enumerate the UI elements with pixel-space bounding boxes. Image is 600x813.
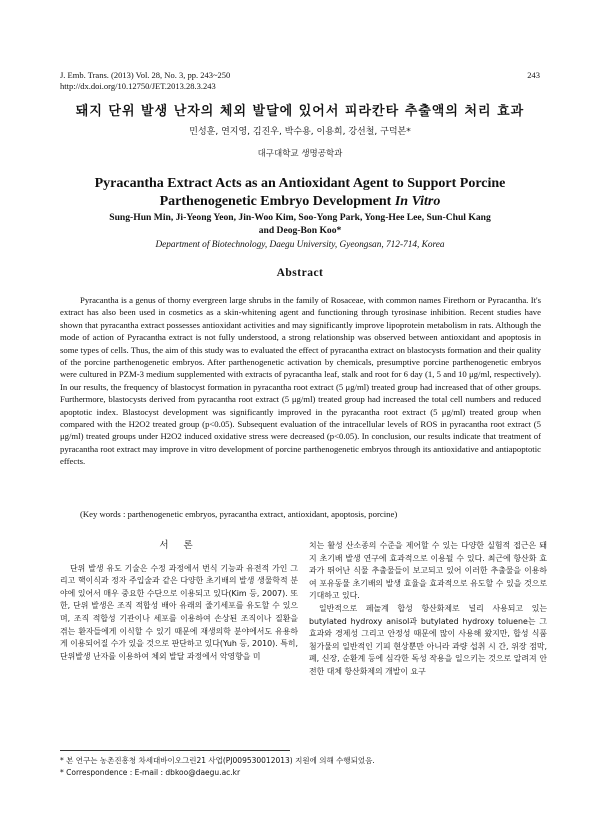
korean-authors: 민성훈, 연지영, 김진우, 박수용, 이용희, 강선철, 구덕본*	[189, 127, 411, 137]
intro-paragraph: 일반적으로 페놀계 합성 항산화제로 널리 사용되고 있는 butylated hydroxy anisol과 butylated hydroxy toluene는 그 효과와 경제성 그리고 안정성 때문에 많이 사용해 왔지만, 합성 식품 첨가물의 일반적인 기피 현상뿐만 아니라 과량 섭취 시 간, 위장 점막, 폐, 신장, 순환계 등에 심각한 독성 작용을 일으키는 것으로 알려져 안전한 대체 항산화제의 개발이 요구	[309, 603, 547, 676]
abstract-text: Pyracantha is a genus of thorny evergreen large shrubs in the family of Rosaceae, with common names Firethorn or Pyracantha. It's extract has also been used in cosmetics as a skin-whitening agent and functioning through tyrosinase inhibition. Recent studies have shown that pyracantha extract possesses antioxidant activities and may significantly improve lipoprotein metabolism in rats. Although the mode of action of Pyracantha extract is not fully understood, a strong relationship was observed between antioxidant and apoptosis in some types of cells. Thus, the aim of this study was to evaluated the effect of pyracantha extract on blastocysts formation and their quality of the porcine parthenogenetic embryos. After parthenogenetic activation by chemicals, presumptive porcine parthenogenetic embryos were cultured in PZM-3 medium supplemented with extracts of pyracantha leaf, stalk and root for 6 day (1, 5 and 10 μg/ml, respectively). In our results, the frequency of blastocyst formation in pyracantha root extract (5 μg/ml) treated group had increased that of other groups. Furthermore, blastocysts derived from pyracantha root extract (5 μg/ml) treated group had increased the total cell numbers and reduced apoptotic index. Blastocyst development was significantly improved in the pyracantha root extract (5 μg/ml) treated group when compared with the H2O2 treated group (p<0.05). Subsequent evaluation of the intracellular levels of ROS in pyracantha root extract (5 μg/ml) treated groups under H2O2 induced oxidative stress were decreased (p<0.05). In conclusion, our results indicate that treatment of pyracantha root extract may improve in vitro development of porcine parthenogenetic embryos through its antioxidative and antiapoptotic effects.	[60, 295, 541, 467]
funding-footnote: * 본 연구는 농촌진흥청 차세대바이오그린21 사업(PJ009530012013) 지원에 의해 수행되었음.	[60, 756, 375, 765]
intro-left-column	[60, 540, 298, 663]
intro-heading: 서 론	[159, 540, 199, 551]
english-affiliation: Department of Biotechnology, Daegu University, Gyeongsan, 712-714, Korea	[155, 240, 445, 250]
correspondence-footnote: * Correspondence : E-mail : dbkoo@daegu.ac.kr	[60, 768, 241, 777]
english-title-italic: In Vitro	[394, 194, 441, 209]
journal-citation: J. Emb. Trans. (2013) Vol. 28, No. 3, pp. 243~250	[60, 70, 231, 80]
running-header	[60, 70, 540, 92]
intro-paragraph-continued: 치는 활성 산소종의 수준을 제어할 수 있는 다양한 실험적 접근은 돼지 초기배 발생 연구에 효과적으로 이용될 수 있다. 최근에 항산화 효과가 뛰어난 식물 추출물들이 보고되고 있어 이러한 추출물을 이용하여 포유동물 초기배의 발생 효율을 효과적으로 유도할 수 있을 것으로 기대하고 있다.	[309, 541, 547, 601]
english-authors-line1: Sung-Hun Min, Ji-Yeong Yeon, Jin-Woo Kim, Soo-Yong Park, Yong-Hee Lee, Sun-Chul Kang	[109, 212, 491, 223]
english-authors	[60, 211, 540, 237]
abstract-heading: Abstract	[276, 267, 324, 279]
doi-link[interactable]: http://dx.doi.org/10.12750/JET.2013.28.3.243	[60, 81, 216, 91]
english-authors-line2: and Deog-Bon Koo*	[258, 225, 342, 236]
english-title-line2	[40, 193, 560, 211]
english-title-line1: Pyracantha Extract Acts as an Antioxidant Agent to Support Porcine	[94, 176, 506, 191]
korean-affiliation: 대구대학교 생명공학과	[257, 149, 343, 159]
keywords: (Key words : parthenogenetic embryos, pyracantha extract, antioxidant, apoptosis, porcine)	[80, 509, 398, 519]
korean-title: 돼지 단위 발생 난자의 체외 발달에 있어서 피라칸타 추출액의 처리 효과	[75, 104, 525, 119]
intro-right-column	[309, 540, 547, 679]
footnote-divider	[60, 750, 290, 751]
intro-paragraph: 단위 발생 유도 기술은 수정 과정에서 번식 기능과 유전적 가인 그리고 핵이식과 정자 주입술과 같은 다양한 초기배의 발생 생물학적 분야에 있어서 매우 중요한 수단으로 이용되고 있다(Kim 등, 2007). 또한, 단위 발생은 조직 적합성 배아 유래의 줄기세포를 유도할 수 있으며, 조직 적합성 기관이나 세포를 이용하여 손상된 조직이나 질환을 겪는 환자들에게 이식할 수 있기 때문에 재생의학 분야에서도 유용하게 이용되어질 수가 있을 것으로 판단하고 있다(Yuh 등, 2010). 특히, 단위발생 난자를 이용하여 체외 발달 과정에서 악영향을 미	[60, 563, 298, 661]
english-title	[40, 175, 560, 211]
page-number: 243	[527, 70, 540, 80]
english-title-main: Parthenogenetic Embryo Development	[159, 194, 395, 209]
